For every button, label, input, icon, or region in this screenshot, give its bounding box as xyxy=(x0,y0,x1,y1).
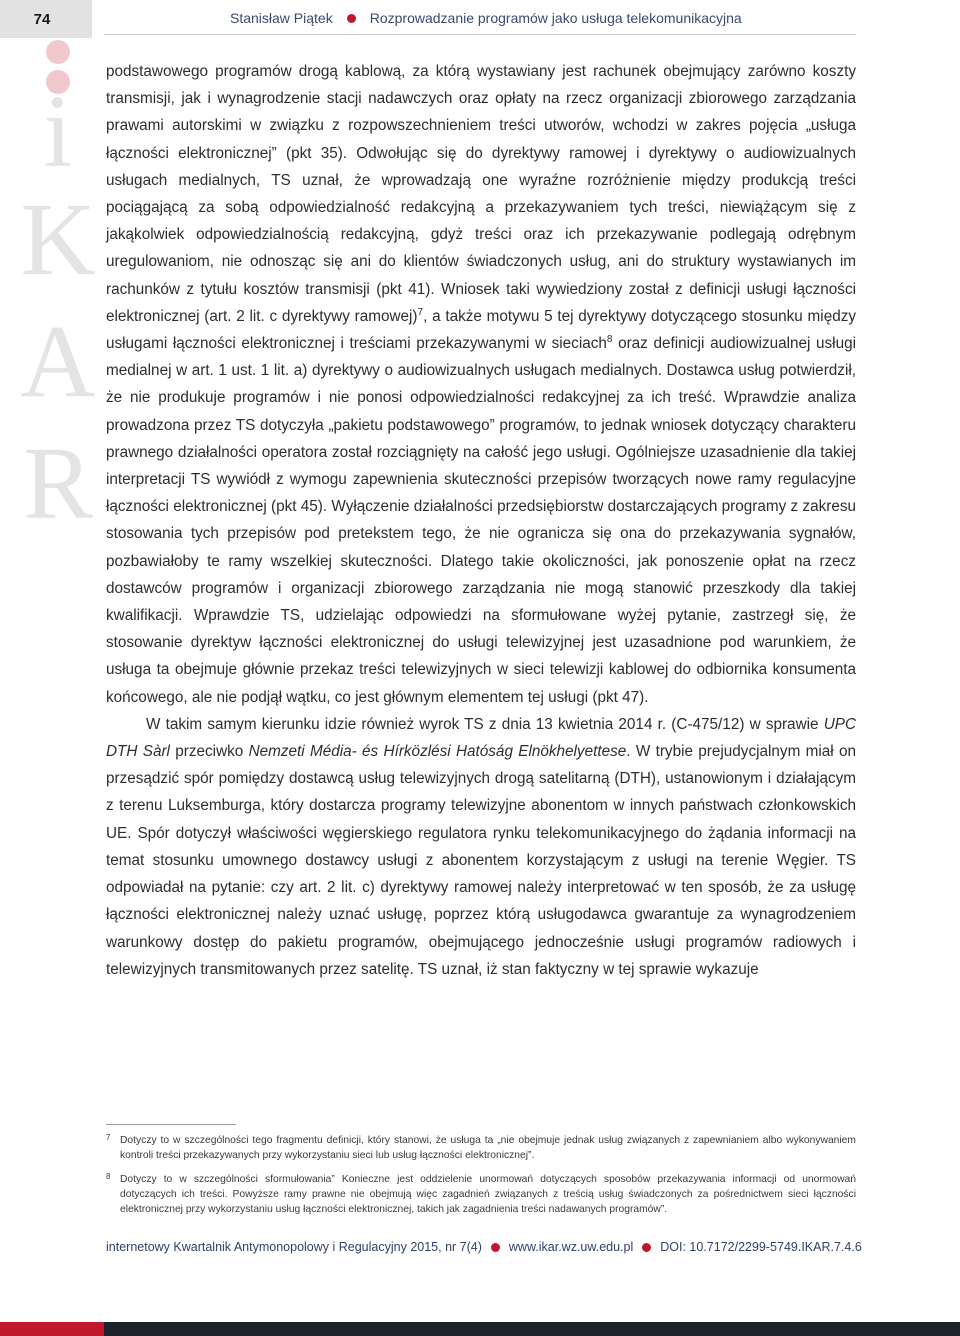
p2-text-c: . W trybie prejudycjalnym miał on przesądzić spór pomiędzy dostawcą usług telewizyjnych drogą satelitarną (DTH), ustanowionym i działającym z terenu Luksemburga, który dostarcza programy telewizyjne abonentom w innych państwach członkowskich UE. Spór dotyczył właściwości węgierskiego regulatora rynku telekomunikacyjnego do żądania informacji na temat stosunku umownego dostawcy usługi z abonentem korzystającym z usługi na terenie Węgier. TS odpowiadał na pytanie: czy art. 2 lit. c) dyrektywy ramowej należy interpretować w ten sposób, że za usługę łączności elektronicznej należy uznać usługę, poprzez którą usługodawca gwarantuje za wynagrodzeniem warunkowy dostęp do pakietu programów, obejmującego jednocześnie usługi programów radiowych i telewizyjnych transmitowanych przez satelitę. TS uznał, iż stan faktyczny w tej sprawie wykazuje xyxy=(106,743,856,978)
logo-letter-k: K xyxy=(20,182,96,297)
logo-letter-r: R xyxy=(23,426,93,541)
footnote-8 xyxy=(106,1172,856,1218)
p1-text-b: , a także motywu 5 tej dyrektywy dotyczącego stosunku między usługami łączności elektronicznej i treściami przekazywanymi w sieciach xyxy=(106,307,857,353)
footer-separator-dot xyxy=(491,1243,500,1252)
header-divider xyxy=(104,34,856,35)
footnotes xyxy=(106,1133,856,1225)
header-separator-dot xyxy=(347,14,356,23)
paragraph-2 xyxy=(106,711,856,983)
p2-case-party-2: Nemzeti Média- és Hírközlési Hatóság Elnökhelyettese xyxy=(248,743,627,761)
footnote-number: 8 xyxy=(106,1171,111,1181)
p2-text-b: przeciwko xyxy=(169,743,249,761)
bottom-bar xyxy=(0,1322,960,1336)
ikar-sidebar-logo xyxy=(20,40,100,541)
bottom-bar-accent xyxy=(0,1322,104,1336)
logo-letter-i: i xyxy=(43,74,73,189)
article-body xyxy=(106,58,856,983)
footer-journal: internetowy Kwartalnik Antymonopolowy i Regulacyjny 2015, nr 7(4) xyxy=(106,1240,482,1254)
p2-text-a: W takim samym kierunku idzie również wyrok TS z dnia 13 kwietnia 2014 r. (C-475/12) w sprawie xyxy=(146,715,824,733)
page-number-box xyxy=(0,0,92,38)
running-header xyxy=(230,10,856,26)
footer-url-link[interactable]: www.ikar.wz.uw.edu.pl xyxy=(508,1240,634,1254)
p1-text-a: podstawowego programów drogą kablową, za którą wystawiany jest rachunek obejmujący zarówno koszty transmisji, jak i wynagrodzenie stacji nadawczych oraz opłaty na rzecz organizacji zbiorowego zarządzania prawami autorskimi w związku z rozpowszechnieniem treści utworów, wchodzi w zakres pojęcia „usługa łączności elektronicznej” (pkt 35). Odwołując się do dyrektywy ramowej i dyrektywy o audiowizualnych usługach medialnych, TS uznał, że wprowadzają one wyraźne rozróżnienie między produkcją treści pociągającą za sobą odpowiedzialność redakcyjną a przekazywaniem tych treści, niewiążącym się z jakąkolwiek odpowiedzialnością redakcyjną, gdyż treści oraz ich przekazywanie podlegają odrębnym uregulowaniom, nie odnosząc się ani do klientów świadczonych usług, ani do struktury wystawianych im rachunków z tytułu kosztów transmisji (pkt 41). Wniosek taki wywiedziony został z definicji usługi łączności elektronicznej (art. 2 lit. c dyrektywy ramowej) xyxy=(106,63,856,325)
footnote-divider xyxy=(106,1124,236,1125)
page-footer xyxy=(106,1240,862,1254)
footer-doi-link[interactable]: DOI: 10.7172/2299-5749.IKAR.7.4.6 xyxy=(660,1240,862,1254)
header-author: Stanisław Piątek xyxy=(230,10,333,26)
p1-text-c: oraz definicji audiowizualnej usługi medialnej w art. 1 ust. 1 lit. a) dyrektywy o audiowizualnych usługach medialnych. Dostawca usług potwierdził, że nie produkuje programów i nie ponosi odpowiedzialności redakcyjnej za ich treść. Wprawdzie analiza prowadzona przez TS dotyczyła „pakietu podstawowego” programów, to jednak wniosek dotyczący charakteru prawnego działalności operatora został rozciągnięty na całość jego usługi. Ogólniejsze uzasadnienie dla takiej interpretacji TS wywiódł z wymogu zapewnienia skuteczności przepisów tworzących nowe ramy regulacyjne łączności elektronicznej (pkt 45). Wyłączenie działalności przedsiębiorstw dostarczających programy z zakresu stosowania tych przepisów pod pretekstem tego, że nie ogranicza się ona do przekazywania sygnałów, pozbawiałoby te ramy wszelkiej skuteczności. Dlatego takie okoliczności, jak ponoszenie opłat na rzecz dostawców programów i organizacji zbiorowego zarządzania nie mogą stanowić przeszkody dla takiej kwalifikacji. Wprawdzie TS, udzielając odpowiedzi na sformułowane wyżej pytanie, zastrzegł się, że stosowanie dyrektyw łączności elektronicznej do usługi telewizyjnej jest uzasadnione pod warunkiem, że usługa ta obejmuje głównie przekaz treści telewizyjnych w sieci telewizji kablowej do odbiornika konsumenta końcowego, ale nie podjął wątku, co jest głównym elementem tej usługi (pkt 47). xyxy=(106,335,856,706)
footnote-text: Dotyczy to w szczególności sformułowania” Konieczne jest oddzielenie unormowań dotyczących sposobów przekazywania informacji od unormowań dotyczących ich treści. Powyższe ramy prawne nie obejmują więc zagadnień związanych z treścią usług świadczonych za pośrednictwem sieci łączności elektronicznej przy wykorzystaniu usług łączności elektronicznej, takich jak zagadnienia treści nadawanych programów”. xyxy=(120,1173,856,1216)
footnote-text: Dotyczy to w szczególności tego fragmentu definicji, który stanowi, że usługa ta „nie obejmuje jednak usług związanych z zapewnianiem albo wykonywaniem kontroli treści przekazywanych przy wykorzystaniu sieci lub usług łączności elektronicznej”. xyxy=(120,1135,856,1162)
page-number: 74 xyxy=(33,10,51,28)
footnote-ref-8[interactable]: 8 xyxy=(606,333,613,345)
header-title: Rozprowadzanie programów jako usługa telekomunikacyjna xyxy=(369,10,742,26)
footnote-number: 7 xyxy=(106,1133,111,1142)
footnote-7 xyxy=(106,1133,856,1164)
logo-letter-a: A xyxy=(20,304,96,419)
p2-case-party-1: UPC DTH Sàrl xyxy=(106,715,856,761)
logo-dot-1 xyxy=(46,40,70,64)
footer-separator-dot xyxy=(642,1243,651,1252)
footnote-ref-7[interactable]: 7 xyxy=(417,306,424,318)
paragraph-1 xyxy=(106,58,856,711)
